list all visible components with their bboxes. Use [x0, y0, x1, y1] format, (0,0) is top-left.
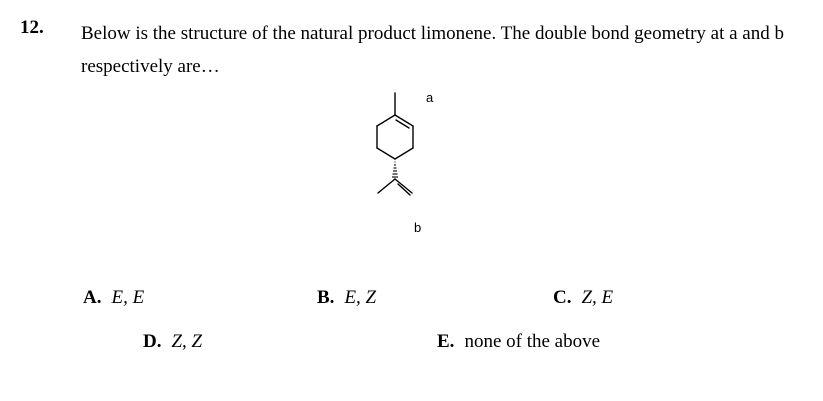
- limonene-structure: [350, 85, 450, 240]
- choice-a[interactable]: [83, 287, 144, 309]
- choice-letter: B.: [317, 287, 335, 308]
- isopropenyl-methyl-bond: [378, 179, 395, 193]
- choice-d[interactable]: [143, 331, 202, 353]
- choice-text: none of the above: [464, 331, 601, 352]
- limonene-structure-drawing: [350, 85, 450, 240]
- choice-text: E, Z: [344, 287, 377, 308]
- ring-bond: [377, 115, 395, 126]
- choice-b[interactable]: [317, 287, 376, 309]
- double-bond-b: [395, 179, 412, 193]
- choice-text: Z, Z: [171, 331, 203, 352]
- choice-letter: E.: [437, 331, 455, 352]
- choice-letter: A.: [83, 287, 102, 308]
- choice-c[interactable]: [553, 287, 613, 309]
- question-number: 12.: [20, 17, 44, 38]
- ring-double-bond-a-inner: [396, 120, 409, 128]
- choice-e[interactable]: [437, 331, 600, 353]
- choice-letter: D.: [143, 331, 162, 352]
- label-b: b: [414, 220, 422, 235]
- ring-bond: [377, 148, 395, 159]
- label-a: a: [426, 90, 434, 105]
- hashed-wedge-bond: [392, 162, 398, 177]
- ring-bond: [395, 148, 413, 159]
- choice-letter: C.: [553, 287, 572, 308]
- choice-text: E, E: [111, 287, 145, 308]
- choice-text: Z, E: [581, 287, 614, 308]
- question-stem: Below is the structure of the natural product limonene. The double bond geometry at a and b respectively are…: [81, 23, 784, 77]
